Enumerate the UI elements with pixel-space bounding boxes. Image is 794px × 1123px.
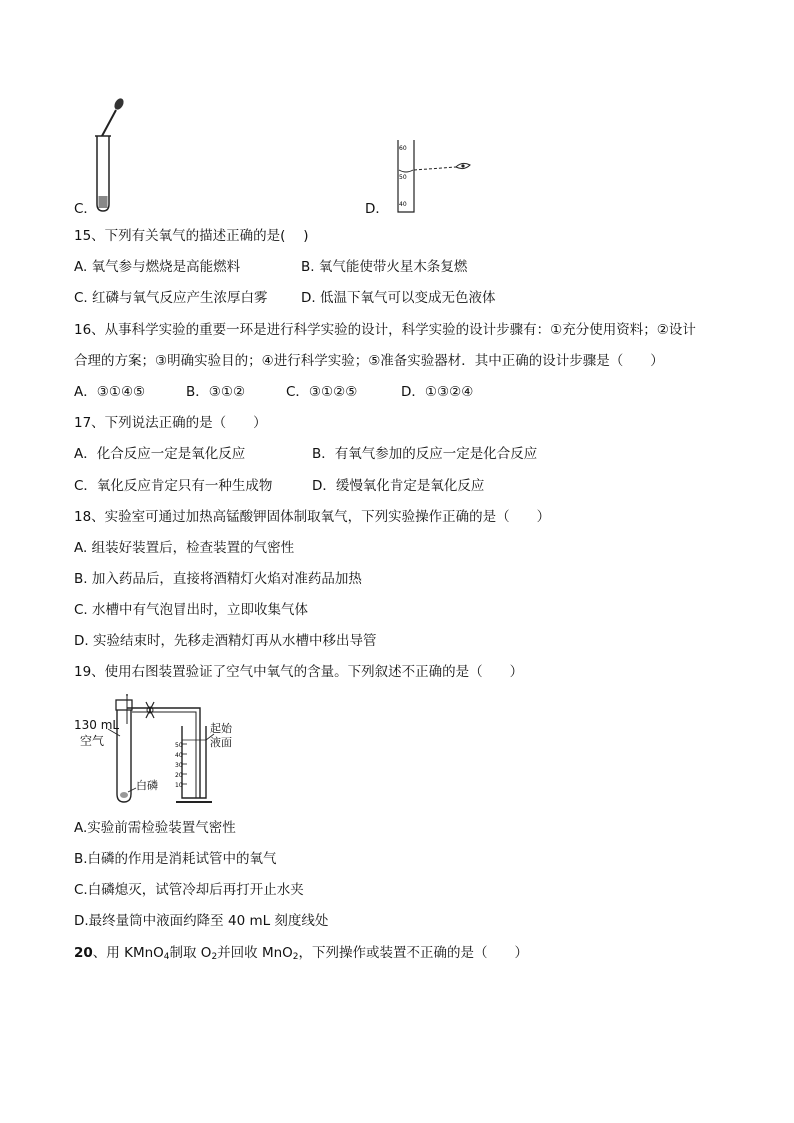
q18-option-b: B. 加入药品后，直接将酒精灯火焰对准药品加热 (74, 571, 362, 587)
q17-option-d: D．缓慢氧化肯定是氧化反应 (312, 478, 485, 494)
q17-option-c: C．氧化反应肯定只有一种生成物 (74, 478, 273, 494)
option-d-label: D． (365, 201, 389, 217)
sight-line (414, 167, 456, 170)
q18-option-a: A. 组装好装置后，检查装置的气密性 (74, 540, 295, 556)
cylinder-scale: 50 (175, 742, 183, 749)
white-phosphorus (120, 792, 128, 798)
cylinder-reading-figure (390, 138, 490, 216)
q20-stem: 20、用 KMnO$_4$制取 $O_2$并回收 MnO$_2$，下列操作或装置不正确的是（ ） (74, 945, 529, 962)
dropper-bulb (113, 97, 126, 111)
q16-option-c: C．③①②⑤ (286, 384, 358, 400)
dropper-stem (102, 110, 116, 136)
q16-stem-line2: 合理的方案；③明确实验目的；④进行科学实验；⑤准备实验器材．其中正确的设计步骤是（ ） (74, 353, 664, 369)
q19-option-c: C.白磷熄灭，试管冷却后再打开止水夹 (74, 882, 304, 898)
measuring-cylinder (182, 726, 206, 798)
q19-option-b: B.白磷的作用是消耗试管中的氧气 (74, 851, 277, 867)
q16-option-a: A．③①④⑤ (74, 384, 146, 400)
air-volume-label: 130 mL (74, 718, 120, 732)
q15-stem: 15、下列有关氧气的描述正确的是( ) (74, 228, 309, 244)
q16-option-d: D．①③②④ (401, 384, 474, 400)
q20-number: 20 (74, 945, 93, 961)
cylinder-scale: 40 (175, 752, 183, 759)
q15-option-c: C. 红磷与氧气反应产生浓厚白雾 (74, 290, 268, 306)
q18-option-c: C. 水槽中有气泡冒出时，立即收集气体 (74, 602, 309, 618)
cylinder-scale: 20 (175, 772, 183, 779)
q19-option-d: D.最终量筒中液面约降至 40 mL 刻度线处 (74, 913, 329, 929)
phosphorus-apparatus-figure (72, 694, 242, 809)
q15-option-b: B. 氧气能使带火星木条复燃 (301, 259, 468, 275)
q17-option-b: B．有氧气参加的反应一定是化合反应 (312, 446, 538, 462)
large-test-tube (117, 710, 131, 802)
q18-stem: 18、实验室可通过加热高锰酸钾固体制取氧气，下列实验操作正确的是（ ） (74, 509, 551, 525)
option-c-label: C． (74, 201, 97, 217)
q19-stem: 19、使用右图装置验证了空气中氧气的含量。下列叙述不正确的是（ ） (74, 664, 524, 680)
cylinder-tick: 40 (399, 201, 407, 208)
air-label: 空气 (80, 734, 105, 748)
cylinder-scale: 30 (175, 762, 183, 769)
white-phosphorus-label: 白磷 (136, 779, 158, 792)
cylinder-scale: 10 (175, 782, 183, 789)
q15-option-a: A. 氧气参与燃烧是高能燃料 (74, 259, 241, 275)
q18-option-d: D. 实验结束时，先移走酒精灯再从水槽中移出导管 (74, 633, 377, 649)
test-tube-liquid (99, 196, 108, 208)
cylinder-tick: 50 (399, 174, 407, 181)
q19-option-a: A.实验前需检验装置气密性 (74, 820, 236, 836)
cylinder-tick: 60 (399, 145, 407, 152)
initial-level-label-1: 起始 (210, 722, 232, 735)
q17-option-a: A．化合反应一定是氧化反应 (74, 446, 246, 462)
dropper-test-tube-figure (90, 96, 130, 216)
initial-level-label-2: 液面 (210, 736, 232, 749)
meniscus (399, 170, 413, 172)
q16-option-b: B．③①② (186, 384, 246, 400)
q15-option-d: D. 低温下氧气可以变成无色液体 (301, 290, 496, 306)
q16-stem-line1: 16、从事科学实验的重要一环是进行科学实验的设计，科学实验的设计步骤有：①充分使用资料；②设计 (74, 322, 696, 338)
q17-stem: 17、下列说法正确的是（ ） (74, 415, 267, 431)
